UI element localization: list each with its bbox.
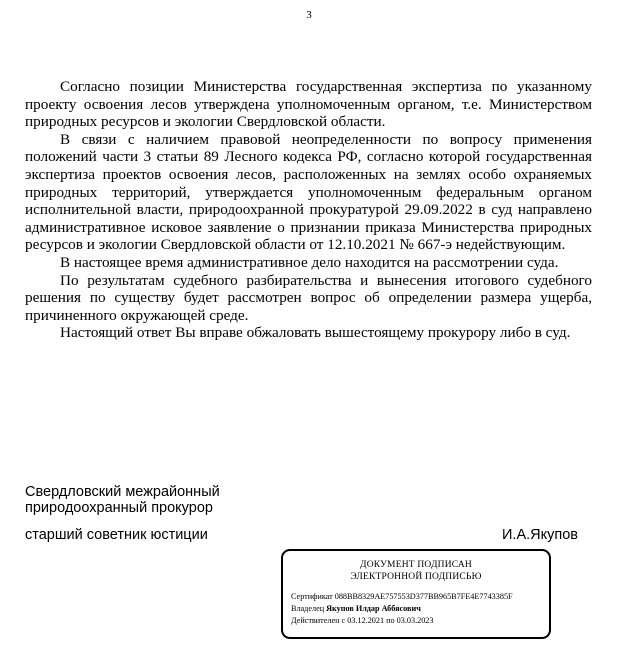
paragraph: В связи с наличием правовой неопределенности по вопросу применения положений части 3 статьи 89 Лесного кодекса РФ, согласно которой государственная экспертиза проектов освоения лесов, расположенных на землях особо охраняемых природных территорий, утверждается уполномоченным федеральным органом исполнительной власти, природоохранной прокуратурой 29.09.2022 в суд направлено административное исковое заявление о признании приказа Министерства природных ресурсов и экологии Свердловской области от 12.10.2021 № 667-э недействующим.	[25, 130, 592, 254]
stamp-title	[283, 559, 549, 583]
paragraph: По результатам судебного разбирательства и вынесения итогового судебного решения по существу будет рассмотрен вопрос об определении размера ущерба, причиненного окружающей среде.	[25, 271, 592, 324]
page-number: 3	[306, 9, 312, 21]
stamp-title-line: ЭЛЕКТРОННОЙ ПОДПИСЬЮ	[350, 572, 482, 582]
validity-label: Действителен	[291, 616, 340, 625]
validity-from: 03.12.2021	[347, 616, 385, 625]
signatory-rank: старший советник юстиции	[25, 527, 208, 543]
owner-value: Якупов Илдар Аббясович	[326, 604, 421, 613]
electronic-signature-stamp	[281, 549, 551, 639]
validity-to-label: по	[386, 616, 395, 625]
signatory-position	[25, 484, 220, 516]
certificate-value: 088BB8329AE757553D377BB965B7FE4E7743385F	[334, 592, 513, 601]
stamp-title-line: ДОКУМЕНТ ПОДПИСАН	[360, 560, 472, 570]
paragraph: В настоящее время административное дело находится на рассмотрении суда.	[60, 253, 559, 271]
paragraph: Настоящий ответ Вы вправе обжаловать вышестоящему прокурору либо в суд.	[60, 324, 571, 342]
stamp-certificate	[291, 591, 549, 603]
position-line: природоохранный прокурор	[25, 500, 213, 516]
validity-from-label: с	[341, 616, 346, 625]
stamp-owner	[291, 603, 549, 615]
letter-body	[25, 78, 592, 342]
signatory-name: И.А.Якупов	[502, 527, 578, 543]
owner-label: Владелец	[291, 604, 325, 613]
position-line: Свердловский межрайонный	[25, 484, 220, 500]
validity-to: 03.03.2023	[396, 616, 434, 625]
stamp-details	[291, 591, 549, 627]
certificate-label: Сертификат	[291, 592, 333, 601]
paragraph: Согласно позиции Министерства государственная экспертиза по указанному проекту освоения лесов утверждена уполномоченным органом, т.е. Министерством природных ресурсов и экологии Свердловской области.	[25, 78, 592, 131]
stamp-validity	[291, 615, 549, 627]
